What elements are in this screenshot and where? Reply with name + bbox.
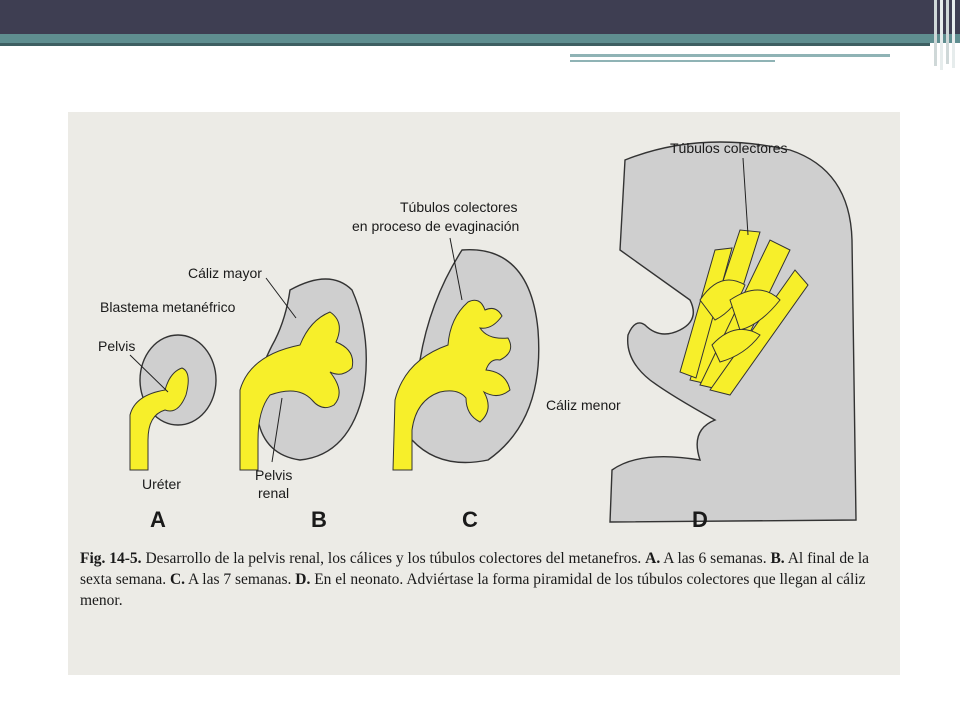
- label-pelvis-renal-line2: renal: [258, 485, 290, 501]
- label-tubulos-evag-line2: en proceso de evaginación: [352, 218, 520, 234]
- caption-a: A.: [645, 550, 661, 567]
- panel-label-c: C: [462, 507, 478, 532]
- caption-text-c: A las 7 semanas.: [185, 571, 296, 588]
- caption-b: B.: [770, 550, 785, 567]
- panel-label-a: A: [150, 507, 166, 532]
- caption-c: C.: [169, 571, 186, 588]
- label-pelvis: Pelvis: [98, 338, 136, 354]
- caption-text-a: A las 6 semanas.: [660, 550, 771, 567]
- label-blastema: Blastema metanéfrico: [100, 299, 236, 315]
- caption-fig-number: Fig. 14-5.: [80, 550, 142, 567]
- caption-text-d: En el neonato. Adviértase la forma piramidal de los túbulos colectores que llegan al cáliz menor.: [80, 571, 866, 609]
- label-pelvis-renal-line1: Pelvis: [255, 467, 293, 483]
- caption-text: Desarrollo de la pelvis renal, los cálices y los túbulos colectores del metanefros.: [141, 550, 646, 567]
- label-tubulos-colectores-d: Túbulos colectores: [670, 140, 788, 156]
- caption-text-b: Al final de la sexta semana.: [80, 550, 870, 588]
- label-caliz-mayor: Cáliz mayor: [188, 265, 262, 281]
- label-caliz-menor: Cáliz menor: [546, 397, 621, 413]
- figure-caption: [80, 548, 888, 611]
- label-tubulos-evag-line1: Túbulos colectores: [400, 199, 518, 215]
- label-ureter: Uréter: [142, 476, 181, 492]
- panel-label-d: D: [692, 507, 708, 532]
- panel-label-b: B: [311, 507, 327, 532]
- caption-d: D.: [295, 571, 311, 588]
